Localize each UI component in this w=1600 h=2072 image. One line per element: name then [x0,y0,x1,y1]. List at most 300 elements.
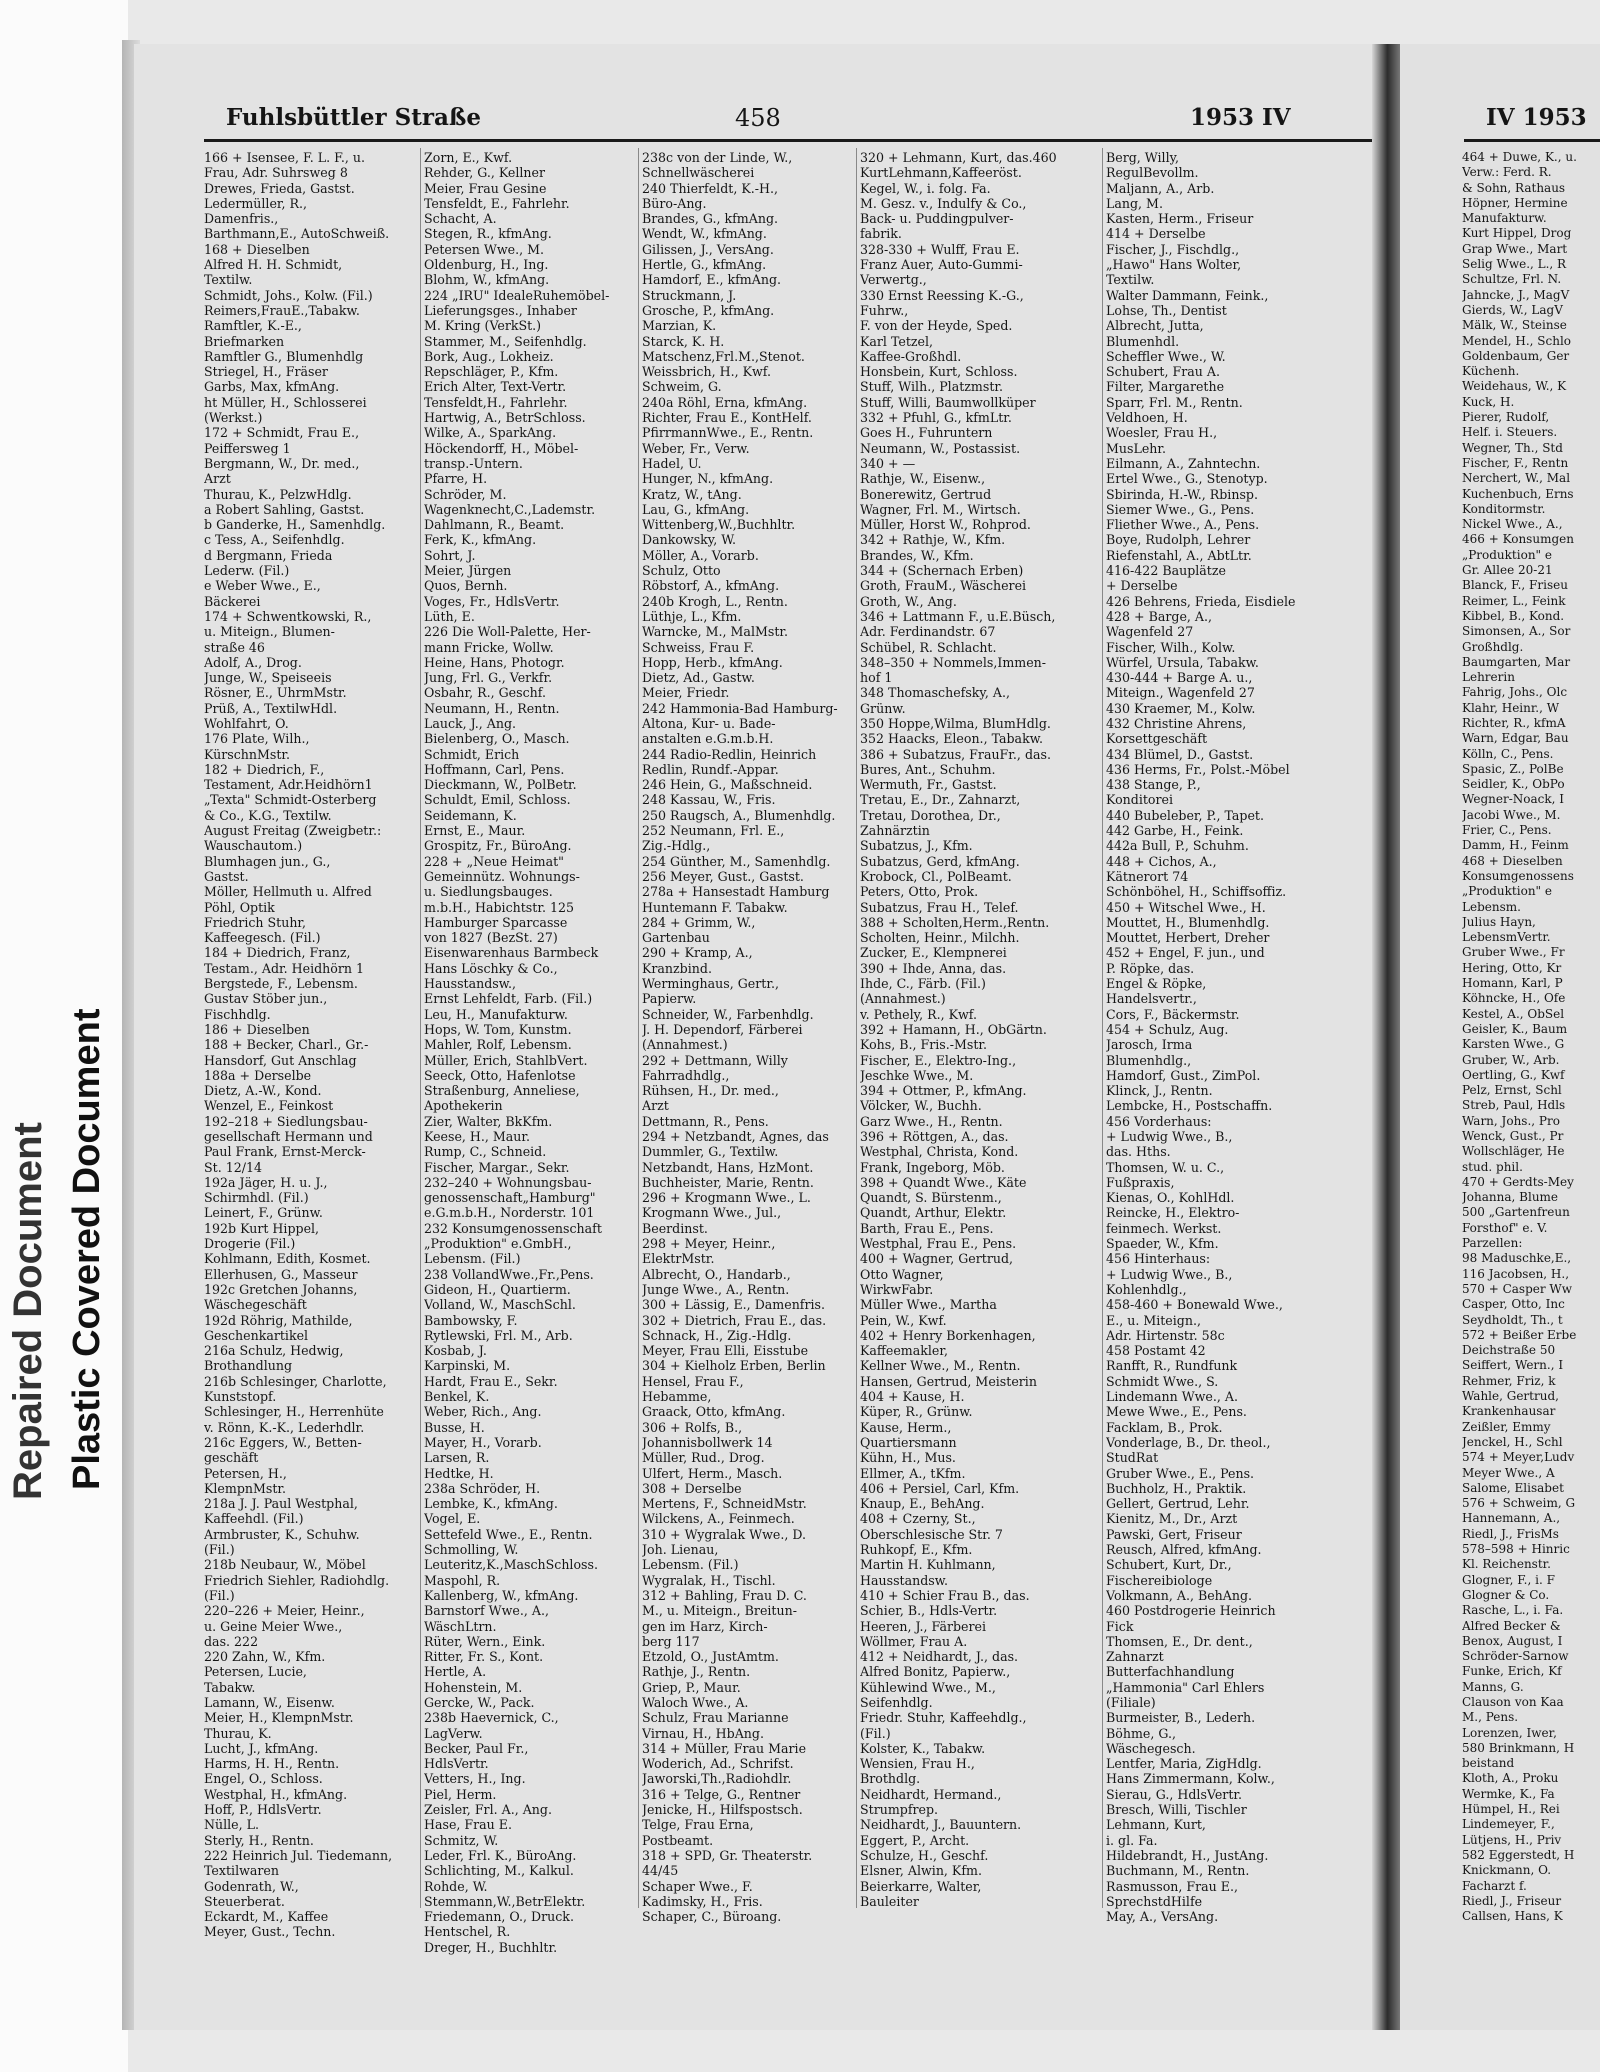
directory-entry: Rathje, J., Rentn. [642,1664,751,1680]
directory-entry: Garbs, Max, kfmAng. [204,379,340,395]
directory-entry: Tabakw. [204,1679,256,1695]
directory-entry: 460 Postdrogerie Heinrich [1106,1603,1276,1619]
directory-entry: Bielenberg, O., Masch. [424,731,570,747]
directory-entry: 348–350 + Nommels,Immen- [860,654,1047,670]
directory-entry: Riefenstahl, A., AbtLtr. [1106,547,1252,563]
directory-entry: Mendel, H., Schlo [1462,333,1572,348]
directory-entry: Jahncke, J., MagV [1462,287,1570,302]
directory-entry: Kuck, H. [1462,394,1515,409]
directory-entry: 340 + — [860,455,916,471]
directory-entry: P. Röpke, das. [1106,960,1195,976]
directory-entry: Rasmusson, Frau E., [1106,1878,1239,1894]
directory-entry: 238c von der Linde, W., [642,150,793,165]
directory-entry: Hausstandsw. [860,1572,949,1588]
directory-entry: beistand [1462,1756,1515,1771]
directory-entry: 318 + SPD, Gr. Theaterstr. [642,1847,813,1863]
directory-entry: 296 + Krogmann Wwe., L. [642,1190,811,1206]
directory-entry: Kienitz, M., Dr., Arzt [1106,1511,1238,1527]
directory-entry: Jarosch, Irma [1106,1037,1193,1053]
directory-entry: 394 + Ottmer, P., kfmAng. [860,1083,1027,1099]
directory-entry: Wilckens, A., Feinmech. [642,1511,795,1527]
directory-entry: Joh. Lienau, [642,1542,719,1558]
directory-entry: 184 + Diedrich, Franz, [204,945,351,961]
directory-entry: 578–598 + Hinric [1462,1542,1570,1557]
directory-entry: Westphal, Christa, Kond. [860,1144,1019,1160]
book-gutter [1372,44,1400,2030]
directory-entry: 404 + Kause, H. [860,1389,965,1405]
directory-entry: Veldhoen, H. [1106,410,1188,426]
directory-entry: Zig.-Hdlg., [642,838,711,854]
directory-entry: Martin H. Kuhlmann, [860,1557,996,1573]
directory-entry: Rytlewski, Frl. M., Arb. [424,1327,573,1343]
directory-entry: Johannisbollwerk 14 [642,1434,773,1450]
directory-entry: 188 + Becker, Charl., Gr.- [204,1037,369,1053]
directory-entry: Scheffler Wwe., W. [1106,348,1226,364]
directory-entry: Schröder-Sarnow [1462,1649,1569,1664]
directory-entry: 238a Schröder, H. [424,1480,541,1496]
directory-entry: „Hammonia" Carl Ehlers [1106,1679,1265,1695]
directory-entry: Wagner, Frl. M., Wirtsch. [860,501,1021,517]
directory-entry: Ramftler, K.-E., [204,318,302,334]
directory-entry: Rühsen, H., Dr. med., [642,1083,779,1099]
directory-entry: Gideon, H., Quartierm. [424,1281,571,1297]
directory-entry: 292 + Dettmann, Willy [642,1052,788,1068]
directory-entry: Beierkarre, Walter, [860,1878,982,1894]
directory-entry: Lüthje, L., Kfm. [642,608,742,624]
directory-entry: Küper, R., Grünw. [860,1404,973,1420]
directory-entry: Boye, Rudolph, Lehrer [1106,532,1251,548]
directory-entry: Clauson von Kaa [1462,1694,1564,1709]
directory-entry: (Werkst.) [204,410,263,426]
directory-entry: Maljann, A., Arb. [1106,180,1215,196]
directory-entry: Küchenh. [1462,364,1520,379]
directory-entry: Ernst Lehfeldt, Farb. (Fil.) [424,991,593,1007]
directory-entry: „Produktion" e [1462,547,1552,562]
directory-entry: Karsten Wwe., G [1462,1037,1565,1052]
directory-entry: Adolf, A., Drog. [204,654,302,670]
directory-entry: Leinert, F., Grünw. [204,1205,323,1221]
directory-entry: Wendt, W., kfmAng. [642,226,767,242]
directory-entry: Larsen, R. [424,1450,490,1466]
directory-entry: May, A., VersAng. [1106,1909,1219,1925]
directory-entry: 188a + Derselbe [204,1067,312,1083]
directory-entry: Ernst, E., Maur. [424,823,526,839]
directory-entry: Kuchenbuch, Erns [1462,486,1574,501]
directory-entry: Matschenz,Frl.M.,Stenot. [642,348,805,364]
directory-entry: Manns, G. [1462,1679,1524,1694]
directory-entry: 392 + Hamann, H., ObGärtn. [860,1021,1047,1037]
directory-entry: 328-330 + Wulff, Frau E. [860,241,1020,257]
directory-entry: Blanck, F., Friseu [1462,578,1568,593]
directory-entry: 252 Neumann, Frl. E., [642,823,785,839]
directory-entry: PfirrmannWwe., E., Rentn. [642,425,814,441]
directory-entry: Damm, H., Feinm [1462,838,1569,853]
directory-entry: Lembcke, H., Postschaffn. [1106,1098,1273,1114]
directory-entry: Adr. Hirtenstr. 58c [1106,1327,1225,1343]
directory-entry: Honsbein, Kurt, Schloss. [860,364,1018,380]
directory-entry: Westphal, Frau E., Pens. [860,1236,1017,1252]
directory-entry: 186 + Dieselben [204,1021,310,1037]
directory-entry: u. Geine Meier Wwe., [204,1618,343,1634]
directory-entry: 332 + Pfuhl, G., kfmLtr. [860,410,1012,426]
directory-entry: Testam., Adr. Heidhörn 1 [204,960,365,976]
directory-entry: Kurt Hippel, Drog [1462,226,1572,241]
directory-entry: 316 + Telge, G., Rentner [642,1786,801,1802]
directory-entry: Homann, Karl, P [1462,976,1563,991]
directory-entry: 448 + Cichos, A., [1106,853,1217,869]
directory-entry: Waloch Wwe., A. [642,1694,749,1710]
directory-entry: Geisler, K., Baum [1462,1021,1568,1036]
directory-entry: Karpinski, M. [424,1358,511,1374]
directory-entry: Lindemann Wwe., A. [1106,1389,1238,1405]
directory-entry: 450 + Witschel Wwe., H. [1106,899,1266,915]
directory-entry: Brothdlg. [860,1771,921,1787]
directory-entry: 216b Schlesinger, Charlotte, [204,1373,387,1389]
directory-entry: 456 Vorderhaus: [1106,1113,1212,1129]
directory-entry: M., Pens. [1462,1710,1519,1725]
directory-entry: Streb, Paul, Hdls [1462,1098,1566,1113]
directory-entry: Simonsen, A., Sor [1462,624,1571,639]
directory-entry: Tretau, E., Dr., Zahnarzt, [860,792,1021,808]
directory-entry: 468 + Dieselben [1462,853,1563,868]
directory-entry: Schlesinger, H., Herrenhüte [204,1404,384,1420]
directory-entry: Groth, W., Ang. [860,593,957,609]
directory-entry: Facklam, B., Prok. [1106,1419,1223,1435]
directory-entry: Richter, R., kfmA [1462,715,1566,730]
directory-entry: von 1827 (BezSt. 27) [424,930,558,946]
directory-entry: Werminghaus, Gertr., [642,976,779,992]
directory-entry: 396 + Röttgen, A., das. [860,1129,1009,1144]
directory-entry: Peiffersweg 1 [204,440,291,456]
directory-entry: Settefeld Wwe., E., Rentn. [424,1526,593,1542]
directory-entry: Grap Wwe., Mart [1462,241,1568,256]
directory-entry: 426 Behrens, Frieda, Eisdiele [1106,593,1296,609]
directory-entry: Bures, Ant., Schuhm. [860,761,996,777]
directory-entry: Rathje, W., Eisenw., [860,471,986,487]
directory-entry: + Derselbe [1106,578,1178,594]
directory-entry: 402 + Henry Borkenhagen, [860,1327,1036,1343]
directory-entry: Gercke, W., Pack. [424,1694,535,1710]
directory-entry: M., u. Miteign., Breitun- [642,1603,797,1619]
directory-entry: Gustav Stöber jun., [204,991,328,1007]
directory-entry: Lebensm. (Fil.) [424,1251,521,1267]
directory-entry: Jung, Frl. G., Verkfr. [424,670,553,686]
directory-entry: Schubert, Kurt, Dr., [1106,1557,1232,1573]
directory-entry: Wegner-Noack, I [1462,792,1564,807]
directory-entry: Quartiersmann [860,1434,957,1450]
directory-entry: Kasten, Herm., Friseur [1106,211,1254,227]
directory-entry: 224 „IRU" IdealeRuhemöbel- [424,287,610,303]
directory-entry: Groth, FrauM., Wäscherei [860,578,1027,594]
directory-entry: Osbahr, R., Geschf. [424,685,546,701]
directory-entry: Petersen, H., [204,1465,287,1481]
directory-entry: Harms, H. H., Rentn. [204,1756,340,1772]
directory-entry: Frau, Adr. Suhrsweg 8 [204,165,348,181]
directory-entry: Becker, Paul Fr., [424,1740,529,1756]
directory-entry: Buchholz, H., Praktik. [1106,1480,1247,1496]
directory-entry: Schübel, R. Schlacht. [860,639,997,655]
directory-entry: v. Rönn, K.-K., Lederhdlr. [204,1419,365,1435]
directory-column-5 [1106,150,1368,2030]
directory-entry: b Ganderke, H., Samenhdlg. [204,517,386,533]
directory-entry: Heeren, J., Färberei [860,1618,986,1634]
directory-entry: Kosbab, J. [424,1343,487,1359]
directory-entry: Wygralak, H., Tischl. [642,1572,776,1588]
directory-entry: Oberschlesische Str. 7 [860,1526,1003,1542]
directory-entry: Meier, Jürgen [424,563,512,579]
directory-entry: Dietz, Ad., Gastw. [642,670,755,686]
directory-entry: anstalten e.G.m.b.H. [642,731,774,747]
directory-entry: 570 + Casper Ww [1462,1281,1573,1296]
directory-entry: Woesler, Frau H., [1106,425,1218,441]
directory-entry: Kohlenhdlg., [1106,1281,1187,1297]
directory-entry: i. gl. Fa. [1106,1832,1158,1848]
directory-entry: Zier, Walter, BkKfm. [424,1113,553,1129]
directory-entry: 242 Hammonia-Bad Hamburg- [642,700,838,716]
next-page-heading: IV 1953 [1486,104,1587,131]
directory-entry: Quos, Bernh. [424,578,508,594]
directory-entry: Schaper, C., Büroang. [642,1909,782,1925]
directory-entry: 330 Ernst Reessing K.-G., [860,287,1024,303]
directory-entry: Zahnarzt [1106,1649,1164,1665]
directory-entry: Kellner Wwe., M., Rentn. [860,1358,1021,1374]
column-divider [1102,148,1103,1908]
directory-entry: LagVerw. [424,1725,483,1741]
side-label-repaired: Repaired Document [6,1122,50,1500]
directory-entry: Petersen, Lucie, [204,1664,307,1680]
directory-entry: Ruhkopf, E., Kfm. [860,1542,973,1558]
directory-entry: 192b Kurt Hippel, [204,1220,320,1236]
directory-entry: Grospitz, Fr., BüroAng. [424,838,572,854]
directory-entry: Ledermüller, R., [204,195,308,211]
directory-entry: KürschnMstr. [204,746,291,762]
directory-entry: 434 Blümel, D., Gastst. [1106,746,1254,762]
directory-entry: 440 Bubeleber, P., Tapet. [1106,807,1264,823]
directory-entry: Godenrath, W., [204,1878,299,1894]
directory-entry: 44/45 [642,1863,679,1879]
directory-entry: 254 Günther, M., Samenhdlg. [642,853,831,869]
directory-entry: HdlsVertr. [424,1756,489,1772]
directory-column-1 [204,150,416,2030]
directory-entry: M. Kring (VerkSt.) [424,318,542,334]
directory-entry: Beerdinst. [642,1220,708,1236]
directory-entry: Keese, H., Maur. [424,1129,531,1144]
directory-entry: u. Siedlungsbauges. [424,884,553,900]
directory-entry: Großhdlg. [1462,639,1524,654]
directory-entry: 226 Die Woll-Palette, Her- [424,624,591,640]
directory-entry: Jacobi Wwe., M. [1462,807,1561,822]
directory-entry: Stemmann,W.,BetrElektr. [424,1893,586,1909]
directory-entry: 438 Stange, P., [1106,777,1201,793]
directory-entry: Gruber Wwe., Fr [1462,945,1565,960]
directory-entry: Hebamme, [642,1389,712,1405]
directory-entry: transp.-Untern. [424,455,523,471]
directory-entry: Wagenfeld 27 [1106,624,1194,640]
directory-entry: Oertling, G., Kwf [1462,1067,1565,1082]
header-rule [204,139,1372,142]
directory-entry: Jeschke Wwe., M. [860,1067,974,1083]
directory-entry: Müller, Rud., Drog. [642,1450,765,1466]
directory-entry: feinmech. Werkst. [1106,1220,1222,1236]
directory-entry: Lauck, J., Ang. [424,715,517,731]
directory-entry: 456 Hinterhaus: [1106,1251,1211,1267]
directory-entry: Knaup, E., BehAng. [860,1496,985,1512]
directory-column-3 [642,150,852,2030]
directory-entry: Graack, Otto, kfmAng. [642,1404,786,1420]
directory-entry: Blohm, W., kfmAng. [424,272,550,288]
directory-entry: Butterfachhandlung [1106,1664,1235,1680]
directory-entry: straße 46 [204,639,265,655]
directory-entry: Hoffmann, Carl, Pens. [424,761,565,777]
directory-entry: Lang, M. [1106,195,1163,211]
directory-entry: Kibbel, B., Kond. [1462,608,1565,623]
directory-entry: v. Pethely, R., Kwf. [860,1006,977,1022]
directory-entry: Hertle, G., kfmAng. [642,257,767,273]
directory-entry: das. 222 [204,1633,259,1649]
directory-entry: a Robert Sahling, Gastst. [204,501,365,517]
directory-entry: Kätnerort 74 [1106,868,1189,884]
directory-entry: Völcker, W., Buchh. [860,1098,982,1114]
directory-entry: Kaffeemakler, [860,1343,948,1359]
directory-entry: Subatzus, J., Kfm. [860,838,973,854]
directory-entry: Sparr, Frl. M., Rentn. [1106,394,1243,410]
directory-entry: Pfarre, H. [424,471,488,487]
directory-entry: Zeisler, Frl. A., Ang. [424,1802,552,1818]
directory-entry: Glogner, F., i. F [1462,1572,1555,1587]
directory-entry: Glogner & Co. [1462,1587,1550,1602]
directory-entry: Rump, C., Schneid. [424,1144,547,1160]
directory-entry: Zucker, E., Klempnerei [860,945,1007,961]
directory-entry: 172 + Schmidt, Frau E., [204,425,360,441]
directory-entry: Hopp, Herb., kfmAng. [642,654,783,670]
directory-entry: Grosche, P., kfmAng. [642,302,775,318]
directory-entry: Kühn, H., Mus. [860,1450,956,1466]
directory-entry: Quandt, Arthur, Elektr. [860,1205,1007,1221]
directory-entry: Virnau, H., HbAng. [642,1725,764,1741]
directory-entry: Rasche, L., i. Fa. [1462,1603,1564,1618]
directory-entry: F. von der Heyde, Sped. [860,318,1013,334]
directory-entry: Franz Auer, Auto-Gummi- [860,257,1023,273]
directory-entry: gen im Harz, Kirch- [642,1618,768,1634]
directory-entry: SprechstdHilfe [1106,1893,1203,1909]
directory-entry: 304 + Kielholz Erben, Berlin [642,1358,826,1374]
directory-entry: Netzbandt, Hans, HzMont. [642,1159,814,1175]
directory-entry: Stammer, M., Seifenhdlg. [424,333,587,349]
directory-entry: Ranfft, R., Rundfunk [1106,1358,1238,1374]
directory-entry: Meyer, Frau Elli, Eisstube [642,1343,809,1359]
directory-entry: Hardt, Frau E., Sekr. [424,1373,558,1389]
directory-entry: Reusch, Alfred, kfmAng. [1106,1542,1262,1558]
directory-entry: Wäschegeschäft [204,1297,307,1313]
directory-entry: Westphal, H., kfmAng. [204,1786,348,1802]
directory-entry: Goes H., Fuhruntern [860,425,993,441]
directory-entry: Hamburger Sparcasse [424,914,568,930]
directory-entry: (Fil.) [204,1587,235,1603]
directory-entry: Albrecht, Jutta, [1106,318,1204,334]
directory-entry: Pelz, Ernst, Schl [1462,1083,1562,1098]
directory-entry: Hertle, A. [424,1664,487,1680]
directory-entry: Warncke, M., MalMstr. [642,624,789,640]
directory-entry: Mouttet, H., Blumenhdlg. [1106,914,1270,930]
directory-entry: Lindemeyer, F., [1462,1817,1555,1832]
directory-entry: Barnstorf Wwe., A., [424,1603,549,1619]
directory-entry: Hildebrandt, H., JustAng. [1106,1847,1269,1863]
directory-entry: Hoff, P., HdlsVertr. [204,1802,322,1818]
directory-entry: Ihde, C., Färb. (Fil.) [860,976,986,992]
directory-entry: 174 + Schwentkowski, R., [204,608,372,624]
directory-entry: Kause, Herm., [860,1419,952,1435]
directory-entry: 500 „Gartenfreun [1462,1205,1570,1220]
directory-entry: 182 + Diedrich, F., [204,761,325,777]
directory-entry: Buchmann, M., Rentn. [1106,1863,1250,1879]
directory-entry: Briefmarken [204,333,285,349]
directory-entry: Böhme, G., [1106,1725,1176,1741]
directory-entry: Pein, W., Kwf. [860,1312,947,1328]
directory-entry: 348 Thomaschefsky, A., [860,685,1010,701]
directory-entry: Schröder, M. [424,486,507,502]
directory-entry: 238b Haevernick, C., [424,1710,559,1726]
directory-entry: Vetters, H., Ing. [424,1771,526,1787]
directory-entry: 412 + Neidhardt, J., das. [860,1649,1019,1665]
directory-entry: 256 Meyer, Gust., Gastst. [642,868,804,884]
directory-entry: 580 Brinkmann, H [1462,1740,1575,1755]
directory-entry: Stegen, R., kfmAng. [424,226,552,242]
directory-entry: berg 117 [642,1633,700,1649]
directory-entry: Ramftler G., Blumenhdlg [204,348,364,364]
directory-entry: Engel & Röpke, [1106,976,1207,992]
directory-entry: Leuteritz,K.,MaschSchloss. [424,1557,598,1573]
directory-entry: Ellerhusen, G., Masseur [204,1266,358,1282]
directory-entry: Casper, Otto, Inc [1462,1297,1565,1312]
directory-entry: Dankowsky, W. [642,532,736,548]
directory-entry: 192c Gretchen Johanns, [204,1281,358,1297]
directory-entry: Voges, Fr., HdlsVertr. [424,593,560,609]
directory-entry: Pawski, Gert, Friseur [1106,1526,1242,1542]
directory-entry: 314 + Müller, Frau Marie [642,1740,807,1756]
directory-entry: Friedemann, O., Druck. [424,1909,574,1925]
directory-entry: Julius Hayn, [1462,914,1536,929]
directory-entry: m.b.H., Habichtstr. 125 [424,899,575,915]
next-page-rule [1464,139,1600,142]
directory-entry: Fischer, E., Elektro-Ing., [860,1052,1017,1068]
directory-entry: Fahrig, Johs., Olc [1462,685,1568,700]
directory-entry: Schuldt, Emil, Schloss. [424,792,571,808]
directory-entry: Jaworski,Th.,Radiohdlr. [642,1771,792,1787]
directory-entry: Thomsen, E., Dr. dent., [1106,1633,1253,1649]
directory-entry: Manufakturw. [1462,211,1547,226]
directory-entry: 310 + Wygralak Wwe., D. [642,1526,806,1542]
directory-entry: Pierer, Rudolf, [1462,410,1550,425]
directory-entry: Rohde, W. [424,1878,488,1894]
side-stamp [0,0,128,2072]
directory-entry: Nerchert, W., Mal [1462,471,1571,486]
directory-entry: Apothekerin [424,1098,503,1114]
directory-entry: Rehmer, Friz, k [1462,1373,1556,1388]
directory-entry: Struckmann, J. [642,287,737,303]
directory-entry: 312 + Bahling, Frau D. C. [642,1587,807,1603]
directory-entry: Fahrradhdlg., [642,1067,730,1083]
directory-entry: 218a J. J. Paul Westphal, [204,1496,358,1512]
directory-entry: August Freitag (Zweigbetr.: [204,823,382,839]
directory-entry: Wagenknecht,C.,Lademstr. [424,501,596,517]
directory-entry: Wermuth, Fr., Gastst. [860,777,997,793]
directory-entry: Kadimsky, H., Fris. [642,1893,763,1909]
directory-entry: Arzt [642,1098,669,1114]
directory-entry: Möller, Hellmuth u. Alfred [204,884,372,900]
directory-entry: c Tess, A., Seifenhdlg. [204,532,345,548]
directory-entry: Fischer, Margar., Sekr. [424,1159,570,1175]
directory-entry: Jenckel, H., Schl [1462,1434,1563,1449]
